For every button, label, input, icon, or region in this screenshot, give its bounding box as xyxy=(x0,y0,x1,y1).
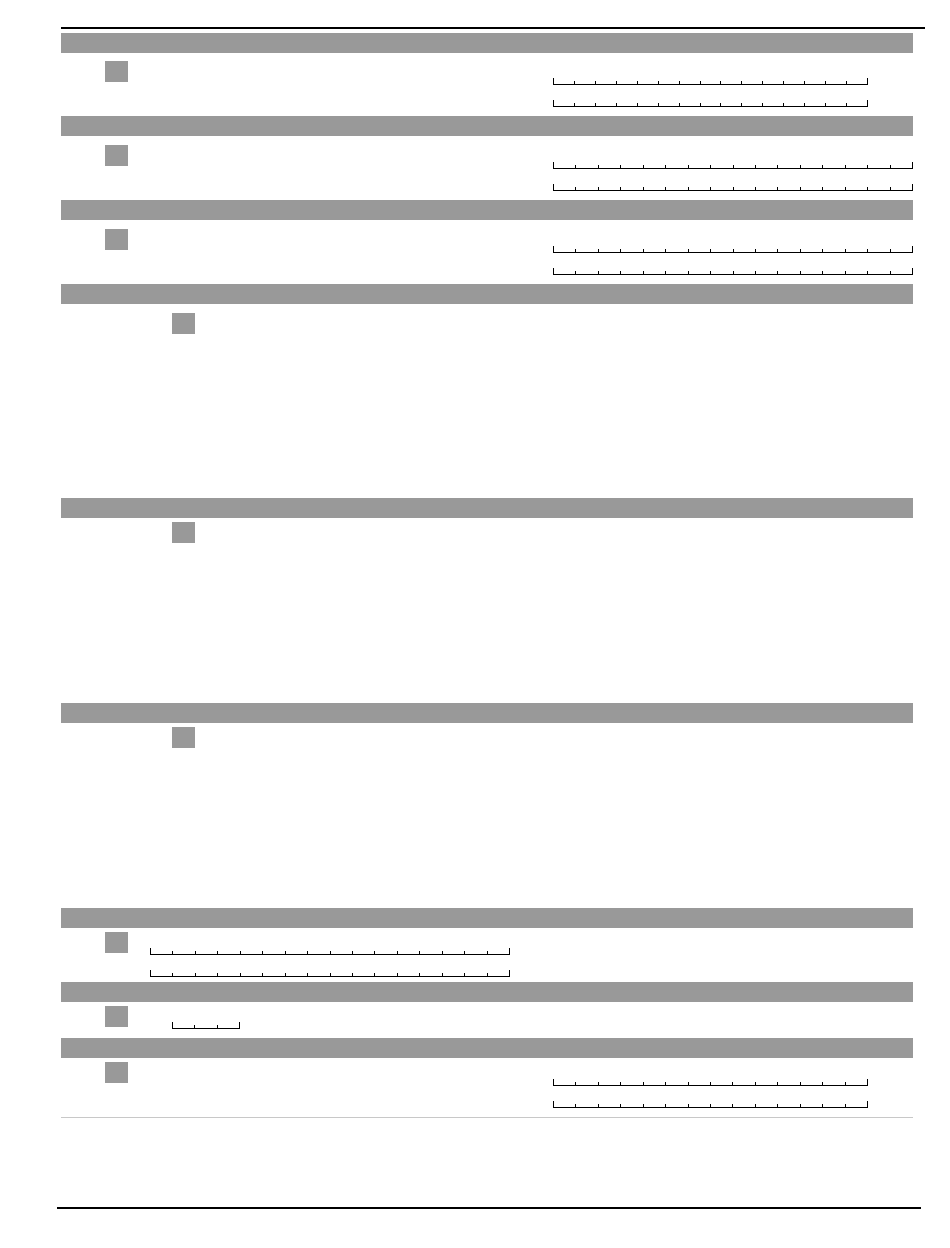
comb-tick xyxy=(553,162,554,168)
comb-tick xyxy=(419,951,420,954)
comb-tick xyxy=(307,973,308,976)
comb-tick xyxy=(397,973,398,976)
comb-tick xyxy=(575,1104,576,1107)
comb-tick xyxy=(777,271,778,274)
comb-tick xyxy=(217,1025,218,1028)
comb-tick xyxy=(262,973,263,976)
char-field-8a[interactable] xyxy=(172,1024,240,1029)
comb-tick xyxy=(825,81,826,84)
comb-tick xyxy=(890,187,891,190)
comb-tick xyxy=(777,1082,778,1085)
comb-tick xyxy=(733,187,734,190)
char-field-9a[interactable] xyxy=(553,1081,868,1086)
comb-tick xyxy=(800,271,801,274)
comb-tick xyxy=(755,1104,756,1107)
comb-tick xyxy=(419,973,420,976)
comb-tick xyxy=(307,951,308,954)
comb-tick xyxy=(679,81,680,84)
comb-tick xyxy=(845,1104,846,1107)
comb-tick xyxy=(217,951,218,954)
comb-tick xyxy=(553,100,554,106)
comb-tick xyxy=(239,1022,240,1028)
comb-tick xyxy=(800,249,801,252)
checkbox-section-6[interactable] xyxy=(172,727,195,748)
char-field-2b[interactable] xyxy=(553,186,913,191)
comb-tick xyxy=(637,81,638,84)
comb-tick xyxy=(509,948,510,954)
comb-tick xyxy=(804,103,805,106)
comb-tick xyxy=(710,1082,711,1085)
comb-tick xyxy=(867,187,868,190)
comb-tick xyxy=(195,973,196,976)
comb-tick xyxy=(595,81,596,84)
checkbox-section-8[interactable] xyxy=(105,1006,128,1027)
comb-tick xyxy=(867,1101,868,1107)
comb-tick xyxy=(665,1082,666,1085)
comb-tick xyxy=(890,165,891,168)
comb-tick xyxy=(733,165,734,168)
comb-tick xyxy=(912,162,913,168)
comb-tick xyxy=(741,81,742,84)
comb-tick xyxy=(574,81,575,84)
comb-tick xyxy=(845,271,846,274)
comb-tick xyxy=(620,1082,621,1085)
char-field-1a[interactable] xyxy=(553,80,868,85)
comb-tick xyxy=(665,1104,666,1107)
comb-tick xyxy=(575,165,576,168)
comb-tick xyxy=(720,103,721,106)
top-rule xyxy=(61,27,925,29)
checkbox-section-3[interactable] xyxy=(105,229,128,250)
comb-tick xyxy=(867,271,868,274)
char-field-3b[interactable] xyxy=(553,270,913,275)
comb-tick xyxy=(845,1082,846,1085)
comb-tick xyxy=(172,951,173,954)
comb-tick xyxy=(665,271,666,274)
char-field-7a[interactable] xyxy=(150,950,510,955)
comb-tick xyxy=(643,187,644,190)
comb-tick xyxy=(553,268,554,274)
comb-tick xyxy=(710,249,711,252)
checkbox-section-4[interactable] xyxy=(172,313,195,334)
comb-tick xyxy=(867,165,868,168)
comb-tick xyxy=(616,103,617,106)
comb-tick xyxy=(620,249,621,252)
comb-tick xyxy=(755,249,756,252)
checkbox-section-1[interactable] xyxy=(105,61,128,82)
comb-tick xyxy=(700,81,701,84)
comb-tick xyxy=(487,951,488,954)
comb-tick xyxy=(620,165,621,168)
comb-tick xyxy=(890,249,891,252)
comb-tick xyxy=(688,1082,689,1085)
comb-tick xyxy=(783,81,784,84)
comb-tick xyxy=(397,951,398,954)
comb-tick xyxy=(598,165,599,168)
comb-tick xyxy=(150,948,151,954)
comb-tick xyxy=(374,973,375,976)
comb-tick xyxy=(285,973,286,976)
comb-tick xyxy=(688,249,689,252)
comb-tick xyxy=(487,973,488,976)
comb-tick xyxy=(464,973,465,976)
comb-tick xyxy=(665,187,666,190)
comb-tick xyxy=(845,165,846,168)
checkbox-section-7[interactable] xyxy=(105,932,128,953)
comb-tick xyxy=(598,249,599,252)
comb-tick xyxy=(710,271,711,274)
comb-tick xyxy=(665,249,666,252)
section-header-7 xyxy=(61,908,913,928)
comb-tick xyxy=(733,271,734,274)
comb-tick xyxy=(755,187,756,190)
comb-tick xyxy=(240,951,241,954)
section-header-3 xyxy=(61,200,913,220)
section-header-4 xyxy=(61,284,913,304)
comb-tick xyxy=(374,951,375,954)
comb-tick xyxy=(890,271,891,274)
comb-tick xyxy=(804,81,805,84)
comb-tick xyxy=(777,1104,778,1107)
comb-tick xyxy=(688,187,689,190)
comb-tick xyxy=(553,184,554,190)
comb-tick xyxy=(665,165,666,168)
comb-tick xyxy=(553,1079,554,1085)
comb-tick xyxy=(732,1082,733,1085)
comb-tick xyxy=(575,271,576,274)
comb-tick xyxy=(733,249,734,252)
char-field-7b[interactable] xyxy=(150,972,510,977)
comb-tick xyxy=(710,165,711,168)
comb-tick xyxy=(912,246,913,252)
comb-tick xyxy=(352,973,353,976)
section-header-1 xyxy=(61,33,913,53)
comb-tick xyxy=(172,973,173,976)
comb-tick xyxy=(732,1104,733,1107)
comb-tick xyxy=(643,1082,644,1085)
comb-tick xyxy=(867,100,868,106)
comb-tick xyxy=(598,271,599,274)
comb-tick xyxy=(912,184,913,190)
checkbox-section-2[interactable] xyxy=(105,145,128,166)
section-header-6 xyxy=(61,703,913,723)
comb-tick xyxy=(464,951,465,954)
comb-tick xyxy=(777,165,778,168)
comb-tick xyxy=(217,973,218,976)
comb-tick xyxy=(330,973,331,976)
comb-tick xyxy=(637,103,638,106)
comb-tick xyxy=(688,1104,689,1107)
char-field-3a[interactable] xyxy=(553,248,913,253)
comb-tick xyxy=(620,271,621,274)
comb-tick xyxy=(643,1104,644,1107)
comb-tick xyxy=(710,1104,711,1107)
checkbox-section-9[interactable] xyxy=(105,1062,128,1083)
char-field-9b[interactable] xyxy=(553,1103,868,1108)
comb-tick xyxy=(800,1082,801,1085)
comb-tick xyxy=(822,249,823,252)
comb-tick xyxy=(240,973,241,976)
char-field-2a[interactable] xyxy=(553,164,913,169)
comb-tick xyxy=(285,951,286,954)
comb-tick xyxy=(822,1104,823,1107)
comb-tick xyxy=(442,973,443,976)
comb-tick xyxy=(172,1022,173,1028)
comb-tick xyxy=(822,1082,823,1085)
comb-tick xyxy=(755,165,756,168)
section-header-2 xyxy=(61,116,913,136)
comb-tick xyxy=(575,249,576,252)
comb-tick xyxy=(620,187,621,190)
comb-tick xyxy=(553,246,554,252)
comb-tick xyxy=(598,1082,599,1085)
comb-tick xyxy=(867,1079,868,1085)
comb-tick xyxy=(800,1104,801,1107)
comb-tick xyxy=(442,951,443,954)
comb-tick xyxy=(710,187,711,190)
comb-tick xyxy=(643,165,644,168)
comb-tick xyxy=(194,1025,195,1028)
comb-tick xyxy=(846,103,847,106)
comb-tick xyxy=(352,951,353,954)
comb-tick xyxy=(262,951,263,954)
form-end-line xyxy=(61,1117,913,1118)
comb-tick xyxy=(620,1104,621,1107)
comb-tick xyxy=(195,951,196,954)
comb-tick xyxy=(822,187,823,190)
comb-tick xyxy=(822,165,823,168)
comb-tick xyxy=(643,271,644,274)
comb-tick xyxy=(777,249,778,252)
footer-text xyxy=(61,1212,913,1228)
bottom-rule xyxy=(57,1207,921,1209)
comb-tick xyxy=(755,271,756,274)
comb-tick xyxy=(867,249,868,252)
comb-tick xyxy=(575,187,576,190)
comb-tick xyxy=(825,103,826,106)
section-header-9 xyxy=(61,1038,913,1058)
comb-tick xyxy=(762,81,763,84)
char-field-1b[interactable] xyxy=(553,102,868,107)
comb-tick xyxy=(575,1082,576,1085)
comb-tick xyxy=(741,103,742,106)
comb-tick xyxy=(150,970,151,976)
comb-tick xyxy=(688,271,689,274)
comb-tick xyxy=(574,103,575,106)
comb-tick xyxy=(822,271,823,274)
comb-tick xyxy=(598,187,599,190)
comb-tick xyxy=(598,1104,599,1107)
comb-tick xyxy=(800,165,801,168)
comb-tick xyxy=(700,103,701,106)
comb-tick xyxy=(553,78,554,84)
comb-tick xyxy=(777,187,778,190)
comb-tick xyxy=(755,1082,756,1085)
comb-tick xyxy=(688,165,689,168)
comb-tick xyxy=(658,103,659,106)
comb-tick xyxy=(912,268,913,274)
comb-tick xyxy=(867,78,868,84)
comb-tick xyxy=(509,970,510,976)
comb-tick xyxy=(720,81,721,84)
comb-tick xyxy=(783,103,784,106)
comb-tick xyxy=(800,187,801,190)
comb-tick xyxy=(330,951,331,954)
checkbox-section-5[interactable] xyxy=(172,522,195,543)
comb-tick xyxy=(762,103,763,106)
comb-tick xyxy=(658,81,659,84)
page-title xyxy=(61,6,913,24)
comb-tick xyxy=(846,81,847,84)
comb-tick xyxy=(643,249,644,252)
comb-tick xyxy=(616,81,617,84)
section-header-5 xyxy=(61,498,913,518)
comb-tick xyxy=(679,103,680,106)
section-header-8 xyxy=(61,982,913,1002)
comb-tick xyxy=(595,103,596,106)
comb-tick xyxy=(845,187,846,190)
comb-tick xyxy=(845,249,846,252)
comb-tick xyxy=(553,1101,554,1107)
